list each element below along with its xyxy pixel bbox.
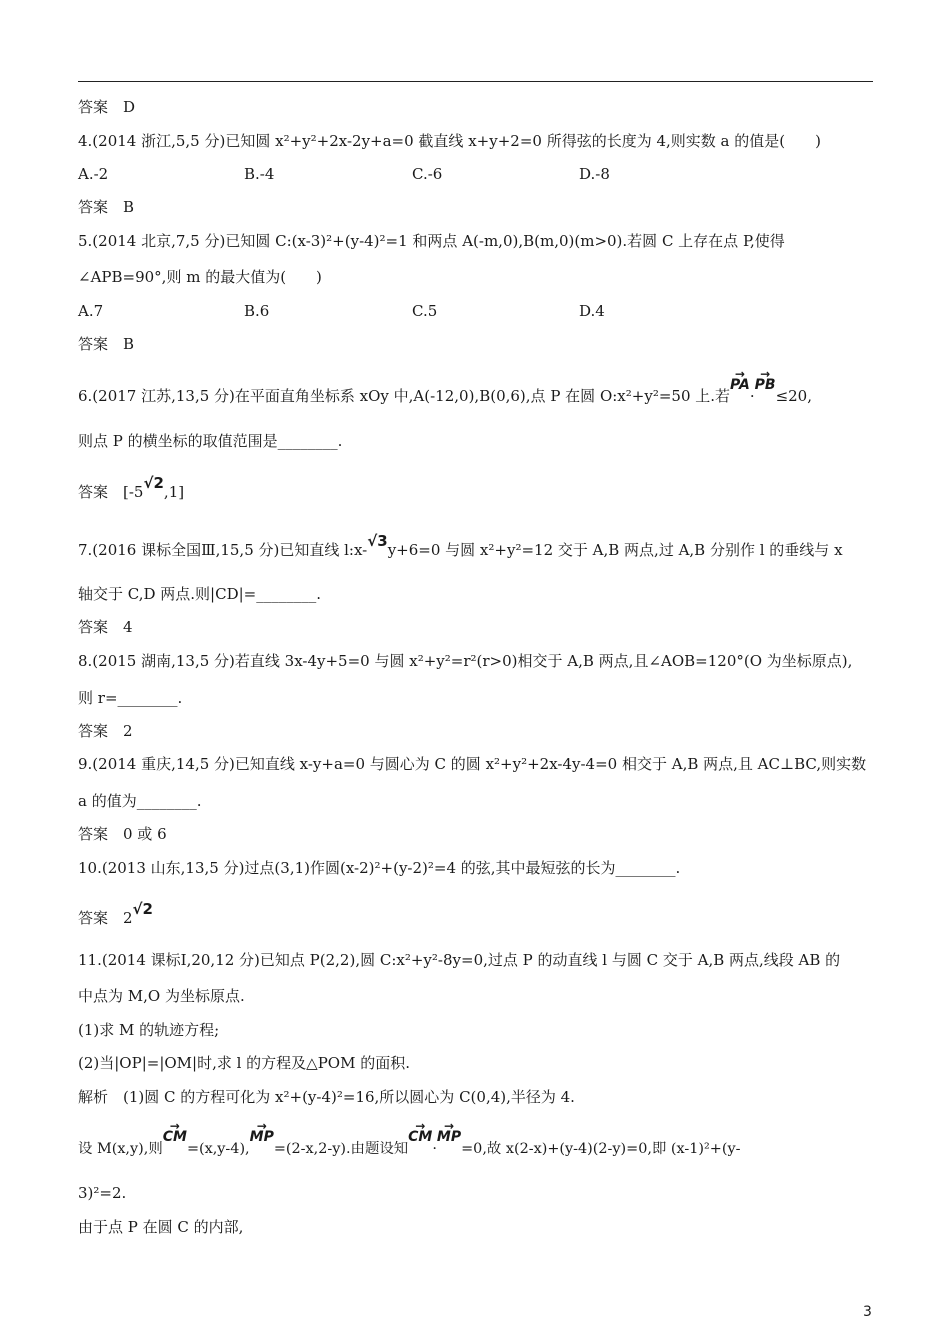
question-10: 10.(2013 山东,13,5 分)过点(3,1)作圆(x-2)²+(y-2)²=4 的弦,其中最短弦的长为________. — [78, 859, 681, 877]
question-11-line-1: 11.(2014 课标Ⅰ,20,12 分)已知点 P(2,2),圆 C:x²+y²-8y=0,过点 P 的动直线 l 与圆 C 交于 A,B 两点,线段 AB 的 — [78, 951, 841, 969]
question-7-line-2: 轴交于 C,D 两点.则|CD|=________. — [78, 585, 321, 603]
sol-text-a: 设 M(x,y),则 — [78, 1141, 163, 1157]
q6-text-b: ≤20, — [775, 387, 812, 405]
q7-text-a: 7.(2016 课标全国Ⅲ,15,5 分)已知直线 l:x- — [78, 541, 368, 559]
question-4: 4.(2014 浙江,5,5 分)已知圆 x²+y²+2x-2y+a=0 截直线 x+y+2=0 所得弦的长度为 4,则实数 a 的值是( ) — [78, 132, 821, 150]
solution-line-4: 由于点 P 在圆 C 的内部, — [78, 1218, 244, 1236]
question-9-line-2: a 的值为________. — [78, 792, 202, 810]
header-rule — [78, 81, 873, 82]
answer-3: 答案 D — [78, 98, 136, 116]
answer-10 — [78, 900, 153, 928]
sol-text-b: =(x,y-4), — [186, 1141, 250, 1157]
question-6-line-1 — [78, 377, 812, 407]
q5-option-c: C.5 — [412, 302, 438, 320]
answer-6 — [78, 474, 185, 502]
question-5-line-1: 5.(2014 北京,7,5 分)已知圆 C:(x-3)²+(y-4)²=1 和两点 A(-m,0),B(m,0)(m>0).若圆 C 上存在点 P,使得 — [78, 232, 785, 250]
question-11-part-1: (1)求 M 的轨迹方程; — [78, 1021, 220, 1039]
q4-option-c: C.-6 — [412, 165, 443, 183]
page-number: 3 — [863, 1304, 872, 1320]
q5-option-b: B.6 — [244, 302, 270, 320]
question-6-line-2: 则点 P 的横坐标的取值范围是________. — [78, 432, 343, 450]
vector-cm: → CM — [163, 1127, 187, 1147]
vector-cm: → CM — [408, 1127, 432, 1147]
question-11-part-2: (2)当|OP|=|OM|时,求 l 的方程及△POM 的面积. — [78, 1054, 411, 1072]
answer-9: 答案 0 或 6 — [78, 825, 167, 843]
solution-line-2 — [78, 1129, 741, 1159]
q5-option-a: A.7 — [78, 302, 104, 320]
dot-product: · — [749, 387, 755, 405]
sqrt-3: √3 — [367, 532, 388, 550]
question-8-line-2: 则 r=________. — [78, 689, 183, 707]
q4-option-d: D.-8 — [579, 165, 610, 183]
question-5-line-2: ∠APB=90°,则 m 的最大值为( ) — [78, 268, 322, 286]
q5-option-d: D.4 — [579, 302, 605, 320]
sqrt-2: √2 — [143, 474, 164, 492]
answer-7: 答案 4 — [78, 618, 133, 636]
q4-option-b: B.-4 — [244, 165, 275, 183]
vector-pa: → PA — [730, 375, 750, 395]
sol-text-c: =(2-x,2-y).由题设知 — [273, 1141, 409, 1157]
question-7-line-1 — [78, 532, 843, 560]
answer-4: 答案 B — [78, 198, 135, 216]
question-8-line-1: 8.(2015 湖南,13,5 分)若直线 3x-4y+5=0 与圆 x²+y²=r²(r>0)相交于 A,B 两点,且∠AOB=120°(O 为坐标原点), — [78, 652, 853, 670]
vector-mp: → MP — [250, 1127, 274, 1147]
q6-text-a: 6.(2017 江苏,13,5 分)在平面直角坐标系 xOy 中,A(-12,0),B(0,6),点 P 在圆 O:x²+y²=50 上.若 — [78, 387, 731, 405]
answer-6-end: ,1] — [163, 483, 185, 501]
answer-10-text: 答案 2 — [78, 909, 133, 927]
answer-5: 答案 B — [78, 335, 135, 353]
answer-8: 答案 2 — [78, 722, 133, 740]
q7-text-b: y+6=0 与圆 x²+y²=12 交于 A,B 两点,过 A,B 分别作 l 的垂线与 x — [387, 541, 843, 559]
sqrt-2: √2 — [132, 900, 153, 918]
vector-mp: → MP — [437, 1127, 461, 1147]
solution-line-3: 3)²=2. — [78, 1184, 127, 1202]
answer-6-text: 答案 [-5 — [78, 483, 144, 501]
question-11-line-2: 中点为 M,O 为坐标原点. — [78, 987, 245, 1005]
q4-option-a: A.-2 — [78, 165, 109, 183]
dot-product: · — [432, 1141, 437, 1157]
solution-line-1: 解析 (1)圆 C 的方程可化为 x²+(y-4)²=16,所以圆心为 C(0,4),半径为 4. — [78, 1088, 575, 1106]
question-9-line-1: 9.(2014 重庆,14,5 分)已知直线 x-y+a=0 与圆心为 C 的圆 x²+y²+2x-4y-4=0 相交于 A,B 两点,且 AC⊥BC,则实数 — [78, 755, 867, 773]
sol-text-d: =0,故 x(2-x)+(y-4)(2-y)=0,即 (x-1)²+(y- — [461, 1141, 741, 1157]
vector-pb: → PB — [755, 375, 776, 395]
